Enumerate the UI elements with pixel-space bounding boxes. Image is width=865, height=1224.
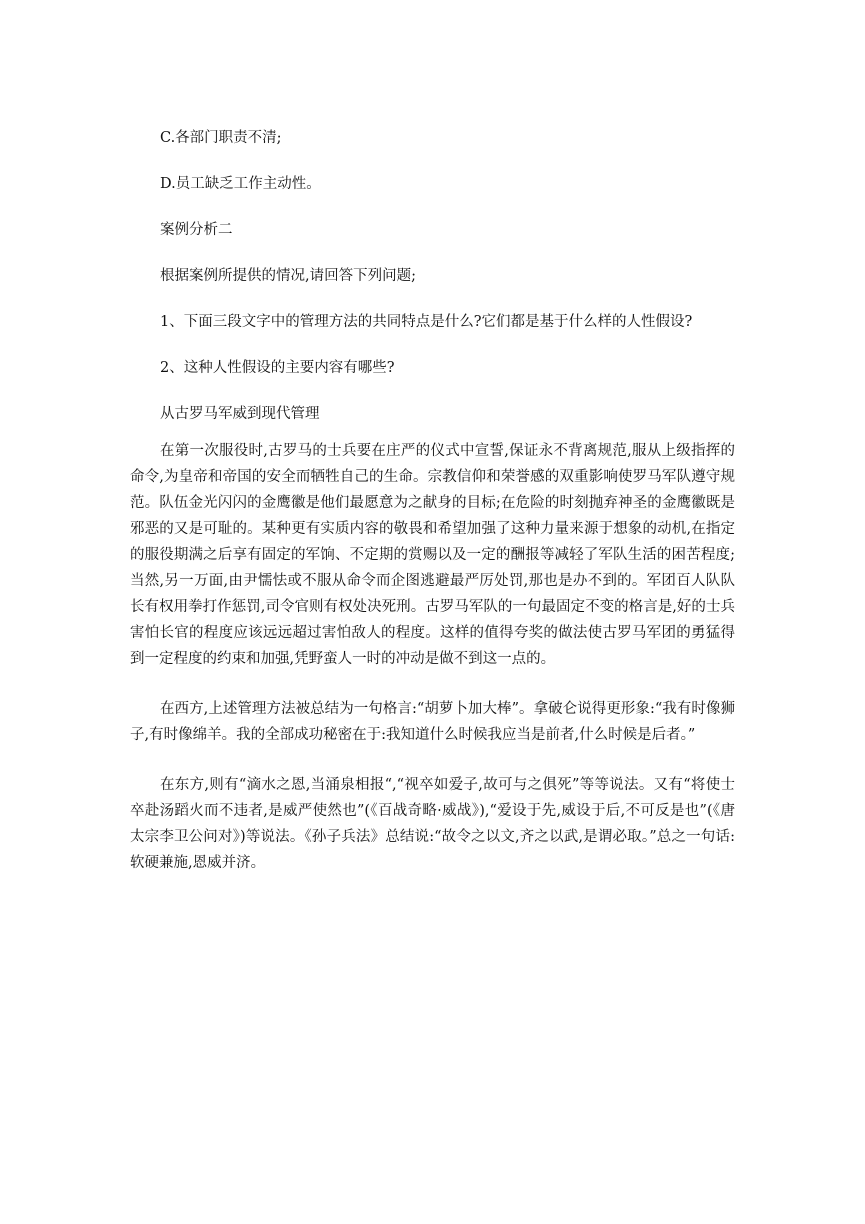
instruction-text: 根据案例所提供的情况,请回答下列问题; (160, 268, 416, 284)
question-2: 2、这种人性假设的主要内容有哪些? (160, 360, 395, 376)
paragraph-east: 在东方,则有“滴水之恩,当涌泉相报“,“视卒如爱子,故可与之俱死”等等说法。又有“将使士卒赴汤蹈火而不违者,是威严使然也”(《百战奇略·威战》),“爱设于先,威设于后,不可反是也”(《唐太宗李卫公问对》)等说法。《孙子兵法》总结说:“故令之以文,齐之以武,是谓必取。”总之一句话:软硬兼施,恩威并济。 (130, 777, 735, 871)
document-body (130, 128, 735, 876)
question-1: 1、下面三段文字中的管理方法的共同特点是什么?它们都是基于什么样的人性假设? (160, 314, 693, 330)
section-heading: 案例分析二 (160, 222, 233, 238)
paragraph-rome: 在第一次服役时,古罗马的士兵要在庄严的仪式中宣誓,保证永不背离规范,服从上级指挥的命令,为皇帝和帝国的安全而牺牲自己的生命。宗教信仰和荣誉感的双重影响使罗马军队遵守规范。队伍金光闪闪的金鹰徽是他们最愿意为之献身的目标;在危险的时刻抛弃神圣的金鹰徽既是邪恶的又是可耻的。某种更有实质内容的敬畏和希望加强了这种力量来源于想象的动机,在指定的服役期满之后享有固定的军饷、不定期的赏赐以及一定的酬报等减轻了军队生活的困苦程度;当然,另一万面,由尹懦怯或不服从命令而企图逃避最严厉处罚,那也是办不到的。军团百人队队长有权用拳打作惩罚,司令官则有权处决死刑。古罗马军队的一句最固定不变的格言是,好的士兵害怕长官的程度应该远远超过害怕敌人的程度。这样的值得夸奖的做法使古罗马军团的勇猛得到一定程度的约束和加强,凭野蛮人一时的冲动是做不到这一点的。 (130, 443, 735, 667)
paragraph-west: 在西方,上述管理方法被总结为一句格言:“胡萝卜加大棒”。拿破仑说得更形象:“我有时像狮子,有时像绵羊。我的全部成功秘密在于:我知道什么时候我应当是前者,什么时候是后者。” (130, 701, 735, 743)
option-d: D.员工缺乏工作主动性。 (160, 176, 321, 192)
article-title: 从古罗马军威到现代管理 (160, 406, 320, 422)
option-c: C.各部门职责不清; (160, 130, 282, 146)
